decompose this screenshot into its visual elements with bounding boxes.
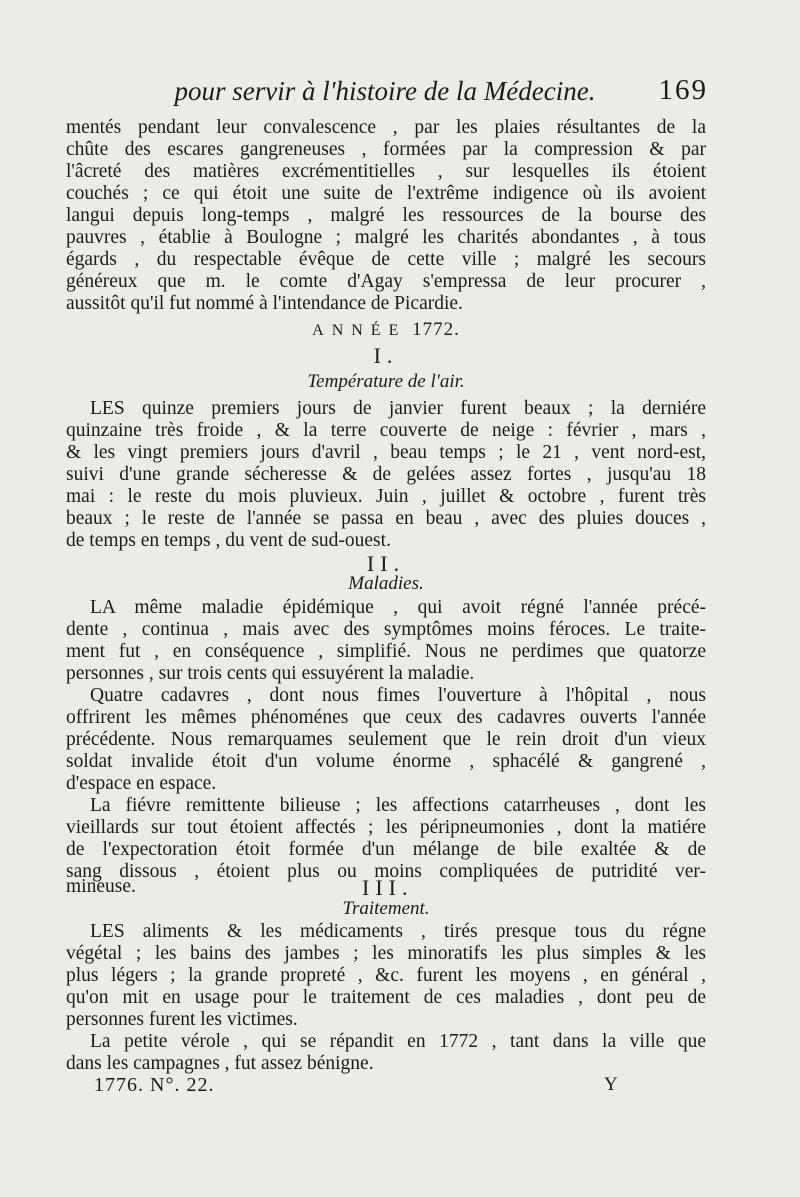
body-line: plus légers ; la grande propreté , &c. furent les moyens , en général , xyxy=(66,965,706,986)
body-line: mineuse. xyxy=(66,876,136,897)
body-line: La petite vérole , qui se répandit en 1772 , tant dans la ville que xyxy=(90,1031,706,1052)
year-heading-year: 1772. xyxy=(412,319,460,340)
body-line: qu'on mit en usage pour le traitement de ces maladies , dont peu de xyxy=(66,987,706,1008)
body-line: personnes furent les victimes. xyxy=(66,1009,298,1030)
issue-mark: 1776. N°. 22. xyxy=(94,1074,215,1096)
section-numeral: III. xyxy=(362,875,414,900)
body-line: chûte des escares gangreneuses , formées par la compression & par xyxy=(66,139,706,160)
body-line: mai : le reste du mois pluvieux. Juin , juillet & octobre , furent très xyxy=(66,486,706,507)
body-line: végétal ; les bains des jambes ; les minoratifs les plus simples & les xyxy=(66,943,706,964)
section-numeral: II. xyxy=(366,551,406,576)
signature-mark: Y xyxy=(604,1074,618,1095)
body-line: pauvres , établie à Boulogne ; malgré les charités abondantes , à tous xyxy=(66,227,706,248)
section-title: Température de l'air. xyxy=(307,371,465,392)
body-line: d'espace en espace. xyxy=(66,773,217,794)
body-line: dente , continua , mais avec des symptômes moins féroces. Le traite- xyxy=(66,619,706,640)
body-line: LES quinze premiers jours de janvier furent beaux ; la derniére xyxy=(90,398,706,419)
body-line: vieillards sur tout étoient affectés ; les péripneumonies , dont la matiére xyxy=(66,817,706,838)
body-line: & les vingt premiers jours d'avril , beau temps ; le 21 , vent nord-est, xyxy=(66,442,706,463)
body-line: Quatre cadavres , dont nous fimes l'ouverture à l'hôpital , nous xyxy=(90,685,706,706)
year-heading xyxy=(66,318,706,343)
body-line: personnes , sur trois cents qui essuyérent la maladie. xyxy=(66,663,475,684)
section-title: Traitement. xyxy=(342,898,430,919)
body-line: LA même maladie épidémique , qui avoit régné l'année précé- xyxy=(90,597,706,618)
body-line: de l'expectoration étoit formée d'un mélange de bile exaltée & de xyxy=(66,839,706,860)
section-numeral: I. xyxy=(373,343,399,368)
body-line: de temps en temps , du vent de sud-ouest. xyxy=(66,530,391,551)
body-line: beaux ; le reste de l'année se passa en beau , avec des pluies douces , xyxy=(66,508,706,529)
body-line: généreux que m. le comte d'Agay s'empressa de leur procurer , xyxy=(66,271,706,292)
body-line: aussitôt qu'il fut nommé à l'intendance de Picardie. xyxy=(66,293,463,314)
body-line: LES aliments & les médicaments , tirés presque tous du régne xyxy=(90,921,706,942)
year-heading-word: ANNÉE xyxy=(312,322,407,339)
body-line: couchés ; ce qui étoit une suite de l'extrême indigence où ils avoient xyxy=(66,183,706,204)
body-line: langui depuis long-temps , malgré les ressources de la bourse des xyxy=(66,205,706,226)
running-title: pour servir à l'histoire de la Médecine. xyxy=(174,76,596,106)
page-number: 169 xyxy=(658,74,708,106)
body-line: quinzaine très froide , & la terre couverte de neige : février , mars , xyxy=(66,420,706,441)
body-line: l'âcreté des matières excrémentitielles , sur lesquelles ils étoient xyxy=(66,161,706,182)
body-line: sang dissous , étoient plus ou moins compliquées de putridité ver- xyxy=(66,861,706,882)
section-title: Maladies. xyxy=(348,573,424,594)
body-line: offrirent les mêmes phénoménes que ceux des cadavres ouverts l'année xyxy=(66,707,706,728)
body-line: La fiévre remittente bilieuse ; les affections catarrheuses , dont les xyxy=(90,795,706,816)
body-line: suivi d'une grande sécheresse & de gelées assez fortes , jusqu'au 18 xyxy=(66,464,706,485)
body-line: dans les campagnes , fut assez bénigne. xyxy=(66,1053,374,1074)
body-line: soldat invalide étoit d'un volume énorme , sphacélé & gangrené , xyxy=(66,751,706,772)
body-line: mentés pendant leur convalescence , par les plaies résultantes de la xyxy=(66,117,706,138)
body-line: ment fut , en conséquence , simplifié. Nous ne perdimes que quatorze xyxy=(66,641,706,662)
body-line: précédente. Nous remarquames seulement que le rein droit d'un vieux xyxy=(66,729,706,750)
body-line: égards , du respectable évêque de cette ville ; malgré les secours xyxy=(66,249,706,270)
